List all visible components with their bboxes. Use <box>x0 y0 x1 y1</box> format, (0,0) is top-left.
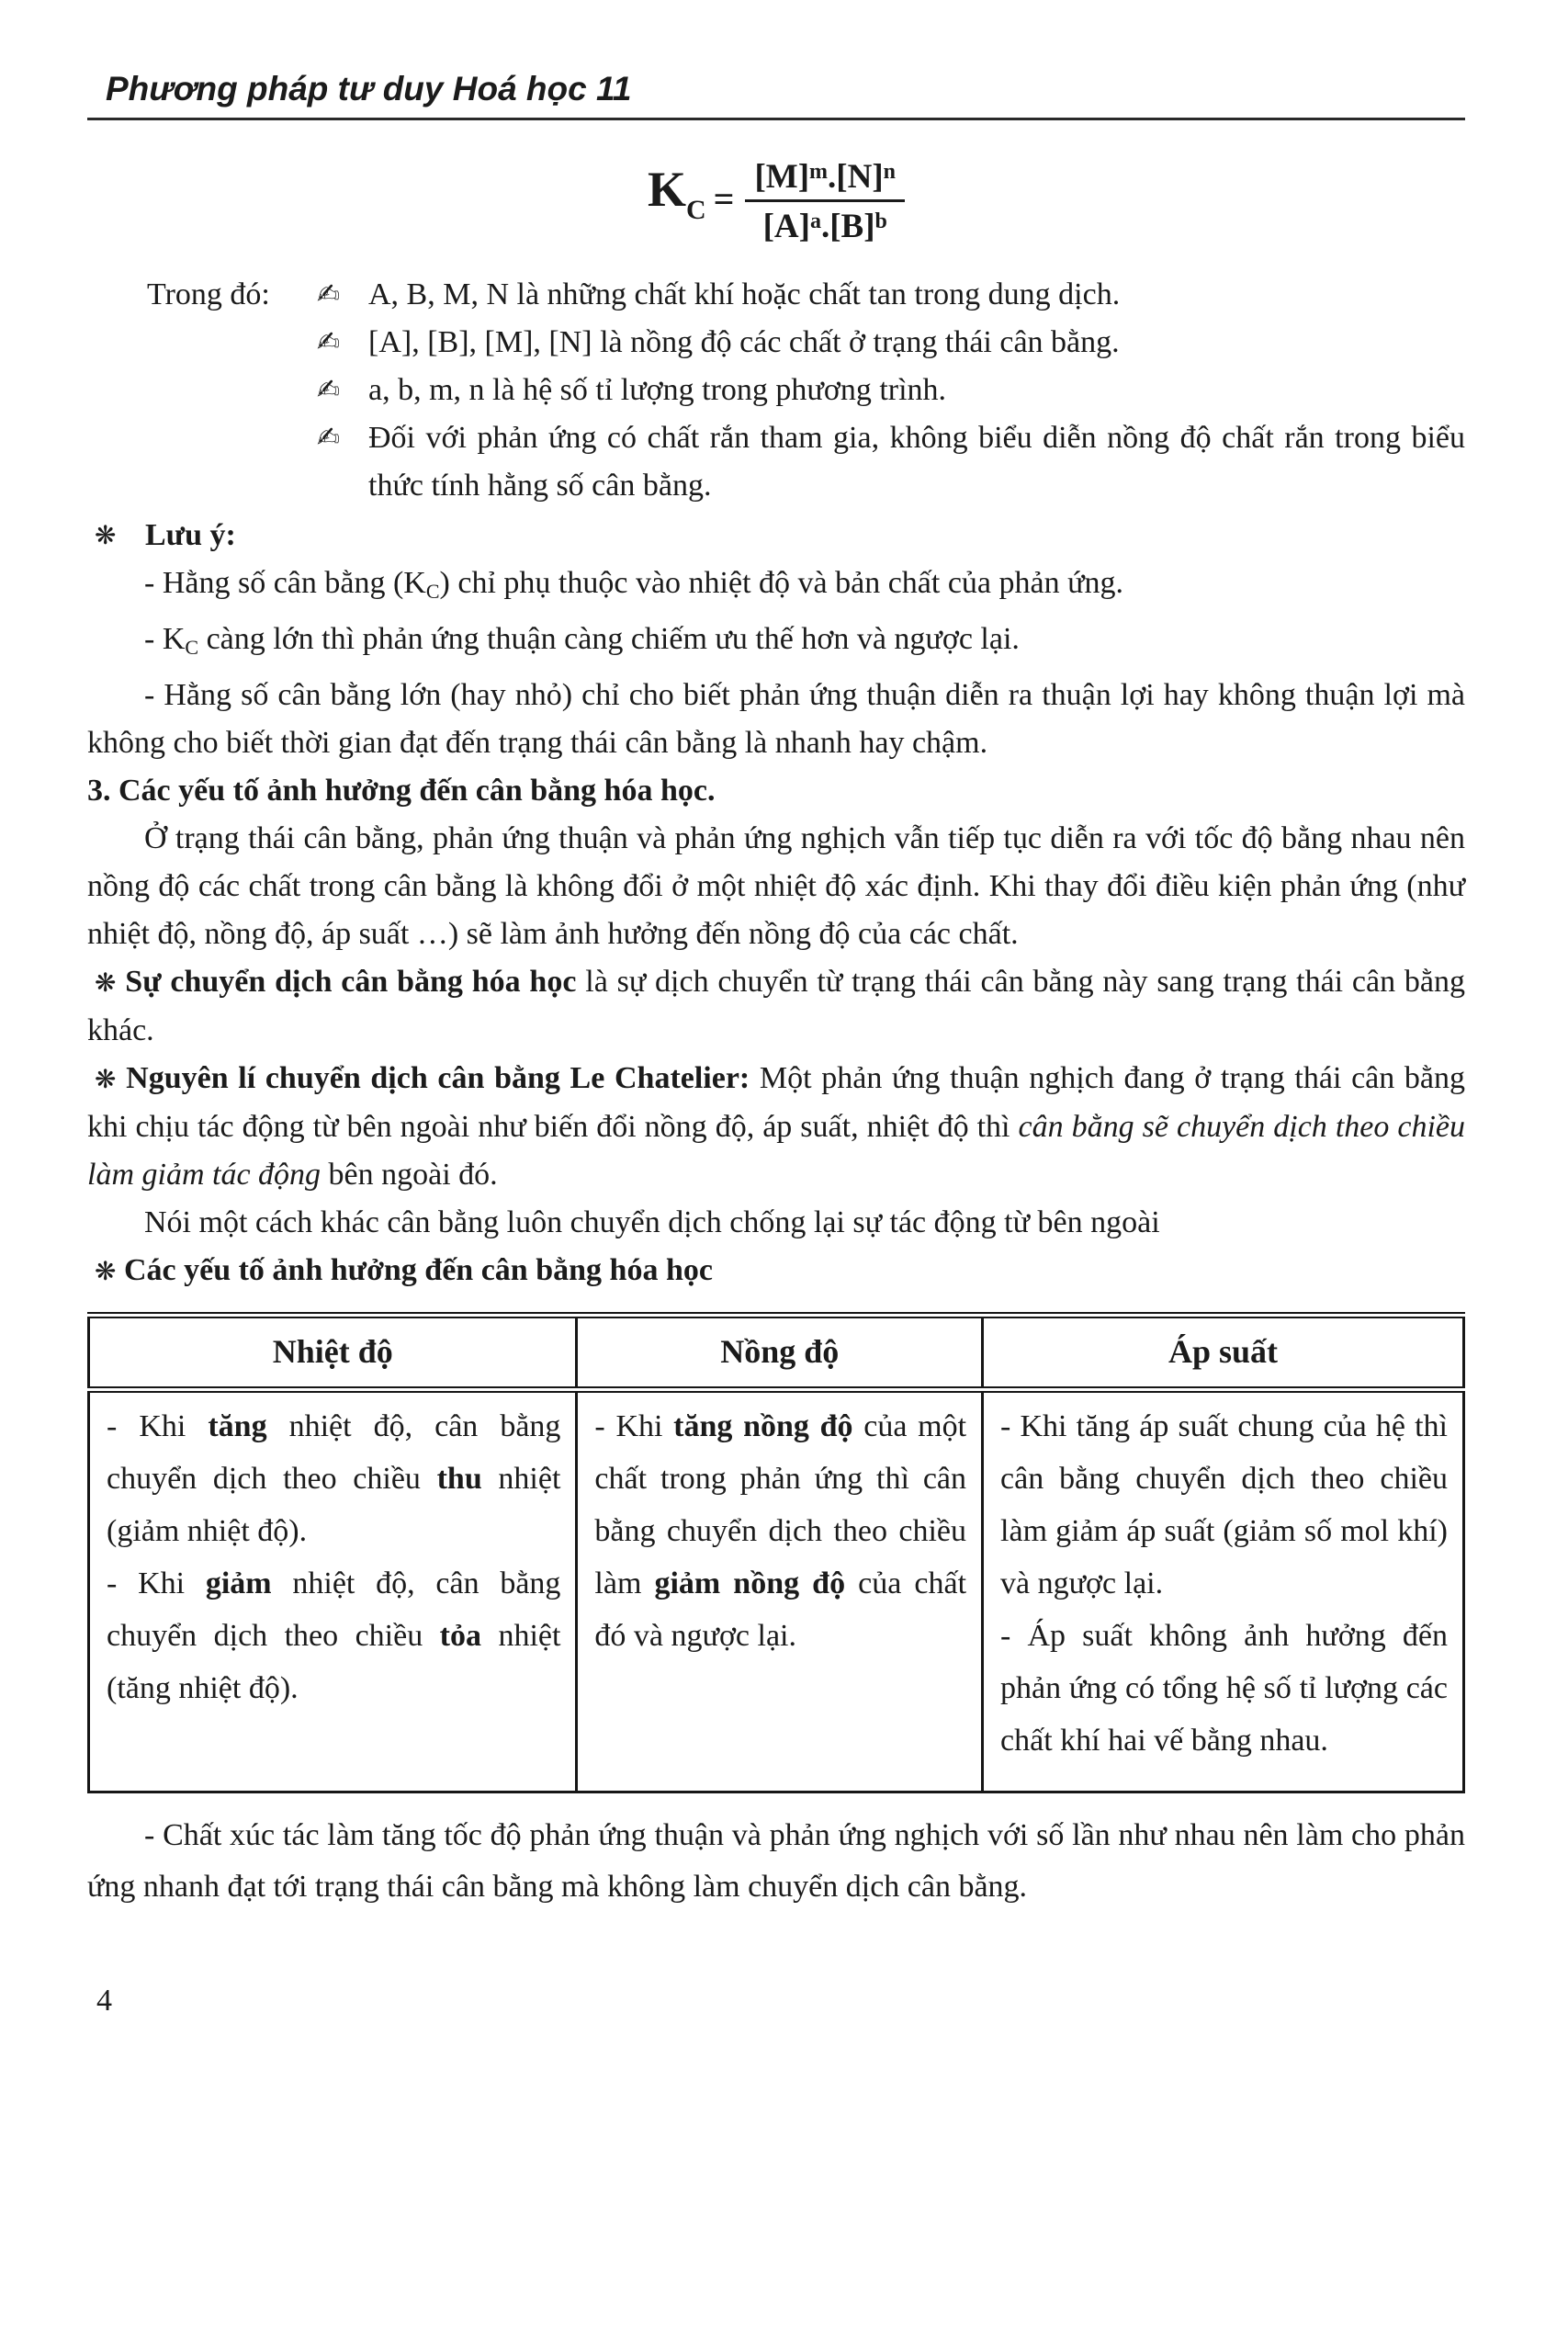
trong-do-row-1 <box>87 271 1465 319</box>
temperature-cell <box>89 1390 577 1792</box>
temperature-point-1: - Khi tăng nhiệt độ, cân bằng chuyển dịch theo chiều thu nhiệt (giảm nhiệt độ). <box>107 1409 561 1548</box>
factors-table <box>87 1312 1465 1793</box>
trong-do-row-4 <box>87 414 1465 510</box>
table-header-row <box>89 1316 1464 1390</box>
trong-do-label: Trong đó: <box>147 277 270 311</box>
running-header: Phương pháp tư duy Hoá học 11 <box>106 70 632 107</box>
factors-heading: ❋ Các yếu tố ảnh hưởng đến cân bằng hóa học <box>95 1253 713 1287</box>
catalyst-paragraph: - Chất xúc tác làm tăng tốc độ phản ứng thuận và phản ứng nghịch với số lần như nhau nên làm cho phản ứng nhanh đạt tới trạng thái cân bằng mà không làm chuyển dịch cân bằng. <box>87 1818 1465 1904</box>
trong-do-item: Đối với phản ứng có chất rắn tham gia, không biểu diễn nồng độ chất rắn trong biểu thức tính hằng số cân bằng. <box>368 421 1465 503</box>
shift-paragraph: ❋ Sự chuyển dịch cân bằng hóa học là sự dịch chuyển từ trạng thái cân bằng này sang trạng thái cân bằng khác. <box>87 965 1465 1047</box>
column-header-pressure: Áp suất <box>983 1316 1464 1390</box>
formula-fraction <box>745 152 905 247</box>
page-number: 4 <box>96 1984 112 2018</box>
pressure-point-1: - Khi tăng áp suất chung của hệ thì cân bằng chuyển dịch theo chiều làm giảm áp suất (giảm số mol khí) và ngược lại. <box>1000 1409 1448 1600</box>
star-icon: ❋ <box>95 1064 117 1094</box>
trong-do-item: [A], [B], [M], [N] là nồng độ các chất ở trạng thái cân bằng. <box>368 325 1120 359</box>
star-icon: ❋ <box>95 1256 117 1286</box>
luu-y-item: - Hằng số cân bằng lớn (hay nhỏ) chỉ cho biết phản ứng thuận diễn ra thuận lợi hay không thuận lợi mà không cho biết thời gian đạt đến trạng thái cân bằng là nhanh hay chậm. <box>87 678 1465 760</box>
fraction-numerator: $[M]^m.[N]^n$ <box>745 158 905 202</box>
temperature-point-2: - Khi giảm nhiệt độ, cân bằng chuyển dịch theo chiều tỏa nhiệt (tăng nhiệt độ). <box>107 1566 561 1705</box>
pressure-point-2: - Áp suất không ảnh hưởng đến phản ứng có tổng hệ số tỉ lượng các chất khí hai vế bằng nhau. <box>1000 1619 1448 1758</box>
column-header-concentration: Nồng độ <box>577 1316 983 1390</box>
star-icon: ❋ <box>95 520 117 550</box>
pressure-cell <box>983 1390 1464 1792</box>
luu-y-title: Lưu ý: <box>145 518 236 552</box>
luu-y-item: - $K_C$ càng lớn thì phản ứng thuận càng chiếm ưu thế hơn và ngược lại. <box>144 622 1020 659</box>
section-3-heading: 3. Các yếu tố ảnh hưởng đến cân bằng hóa học. <box>87 774 716 808</box>
column-header-temperature: Nhiệt độ <box>89 1316 577 1390</box>
trong-do-item: a, b, m, n là hệ số tỉ lượng trong phương trình. <box>368 373 947 407</box>
luu-y-heading <box>87 512 1465 560</box>
trong-do-item: A, B, M, N là những chất khí hoặc chất tan trong dung dịch. <box>368 277 1121 311</box>
table-body-row <box>89 1390 1464 1792</box>
equals-sign: = <box>713 178 735 220</box>
lechatelier-paragraph: ❋ Nguyên lí chuyển dịch cân bằng Le Chatelier: Một phản ứng thuận nghịch đang ở trạng thái cân bằng khi chịu tác động từ bên ngoài như biến đổi nồng độ, áp suất, nhiệt độ thì cân bằng sẽ chuyển dịch theo chiều làm giảm tác động bên ngoài đó. <box>87 1061 1466 1192</box>
kc-formula <box>87 152 1465 247</box>
pen-icon: ✍ <box>317 326 341 358</box>
star-icon: ❋ <box>95 967 117 998</box>
trong-do-row-3 <box>87 367 1465 414</box>
header-rule <box>87 118 1465 120</box>
pen-icon: ✍ <box>317 278 341 311</box>
concentration-cell <box>577 1390 983 1792</box>
trong-do-row-2 <box>87 319 1465 367</box>
pen-icon: ✍ <box>317 422 341 454</box>
equilibrium-paragraph: Ở trạng thái cân bằng, phản ứng thuận và phản ứng nghịch vẫn tiếp tục diễn ra với tốc độ bằng nhau nên nồng độ các chất trong cân bằng là không đổi ở một nhiệt độ xác định. Khi thay đổi điều kiện phản ứng (như nhiệt độ, nồng độ, áp suất …) sẽ làm ảnh hưởng đến nồng độ của các chất. <box>87 821 1465 951</box>
concentration-point-1: - Khi tăng nồng độ của một chất trong phản ứng thì cân bằng chuyển dịch theo chiều làm giảm nồng độ của chất đó và ngược lại. <box>594 1409 967 1653</box>
formula-lhs: $K_C$ <box>647 161 706 225</box>
luu-y-item: - Hằng số cân bằng $(K_C)$ chỉ phụ thuộc vào nhiệt độ và bản chất của phản ứng. <box>144 566 1124 603</box>
pen-icon: ✍ <box>317 374 341 406</box>
other-words-paragraph: Nói một cách khác cân bằng luôn chuyển dịch chống lại sự tác động từ bên ngoài <box>144 1205 1160 1239</box>
fraction-denominator: $[A]^a.[B]^b$ <box>762 208 887 245</box>
